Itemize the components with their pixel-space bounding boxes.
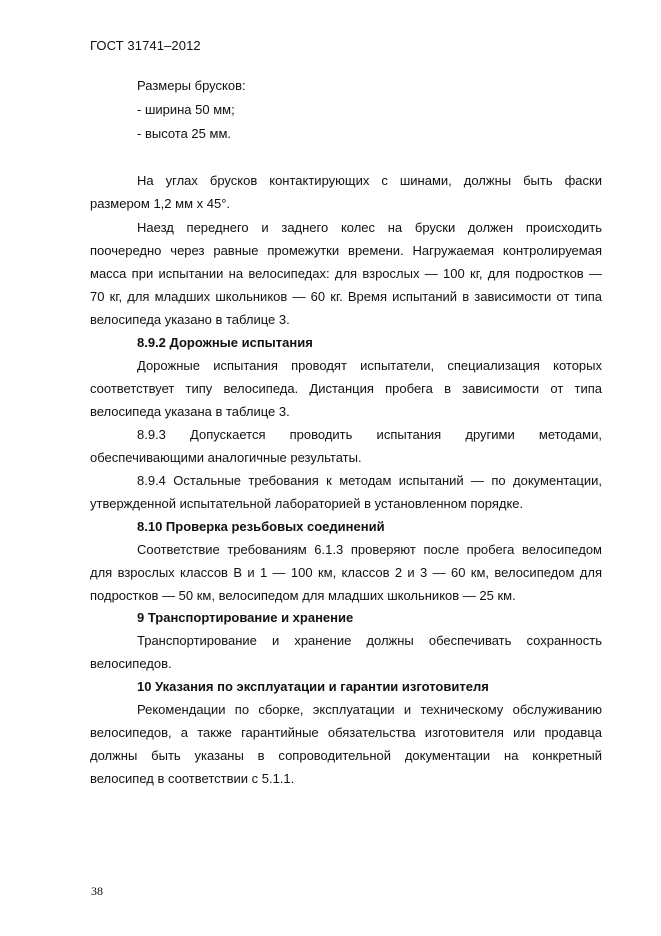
text-line: 8.9.3 Допускается проводить испытания другими методами, xyxy=(137,427,602,442)
text-line: соответствует типу велосипеда. Дистанция пробега в зависимости от типа xyxy=(90,381,602,396)
text-line: 8.9.4 Остальные требования к методам испытаний — по документации, xyxy=(137,473,602,488)
text-line: масса при испытании на велосипедах: для взрослых — 100 кг, для подростков — xyxy=(90,266,602,281)
text-line: Размеры брусков: xyxy=(137,78,246,93)
document-header: ГОСТ 31741–2012 xyxy=(90,38,201,53)
section-heading: 10 Указания по эксплуатации и гарантии изготовителя xyxy=(137,679,489,694)
text-line: 70 кг, для младших школьников — 60 кг. Время испытаний в зависимости от типа xyxy=(90,289,602,304)
text-line: велосипеда указано в таблице 3. xyxy=(90,312,290,327)
page-number: 38 xyxy=(91,884,103,898)
text-line: подростков — 50 км, велосипедом для младших школьников — 25 км. xyxy=(90,588,516,603)
section-heading: 9 Транспортирование и хранение xyxy=(137,610,354,625)
text-line: велосипеда указана в таблице 3. xyxy=(90,404,290,419)
section-heading: 8.10 Проверка резьбовых соединений xyxy=(137,519,385,534)
text-line: Транспортирование и хранение должны обеспечивать сохранность xyxy=(137,633,602,648)
text-line: На углах брусков контактирующих с шинами, должны быть фаски xyxy=(137,173,602,188)
text-line: обеспечивающими аналогичные результаты. xyxy=(90,450,362,465)
text-line: - высота 25 мм. xyxy=(137,126,231,141)
text-line: Дорожные испытания проводят испытатели, специализация которых xyxy=(137,358,602,373)
text-line: Рекомендации по сборке, эксплуатации и техническому обслуживанию xyxy=(137,702,602,717)
text-line: размером 1,2 мм х 45°. xyxy=(90,196,231,211)
text-line: Наезд переднего и заднего колес на бруски должен происходить xyxy=(137,220,602,235)
text-line: - ширина 50 мм; xyxy=(137,102,235,117)
text-line: для взрослых классов В и 1 — 100 км, классов 2 и 3 — 60 км, велосипедом для xyxy=(90,565,602,580)
text-line: должны быть указаны в сопроводительной документации на конкретный xyxy=(90,748,602,763)
section-heading: 8.9.2 Дорожные испытания xyxy=(137,335,313,350)
text-line: велосипед в соответствии с 5.1.1. xyxy=(90,771,295,786)
text-line: велосипедов, а также гарантийные обязательства изготовителя или продавца xyxy=(90,725,602,740)
text-line: утвержденной испытательной лабораторией в установленном порядке. xyxy=(90,496,524,511)
text-line: велосипедов. xyxy=(90,656,172,671)
text-line: Соответствие требованиям 6.1.3 проверяют после пробега велосипедом xyxy=(137,542,602,557)
text-line: поочередно через равные промежутки времени. Нагружаемая контролируемая xyxy=(90,243,602,258)
